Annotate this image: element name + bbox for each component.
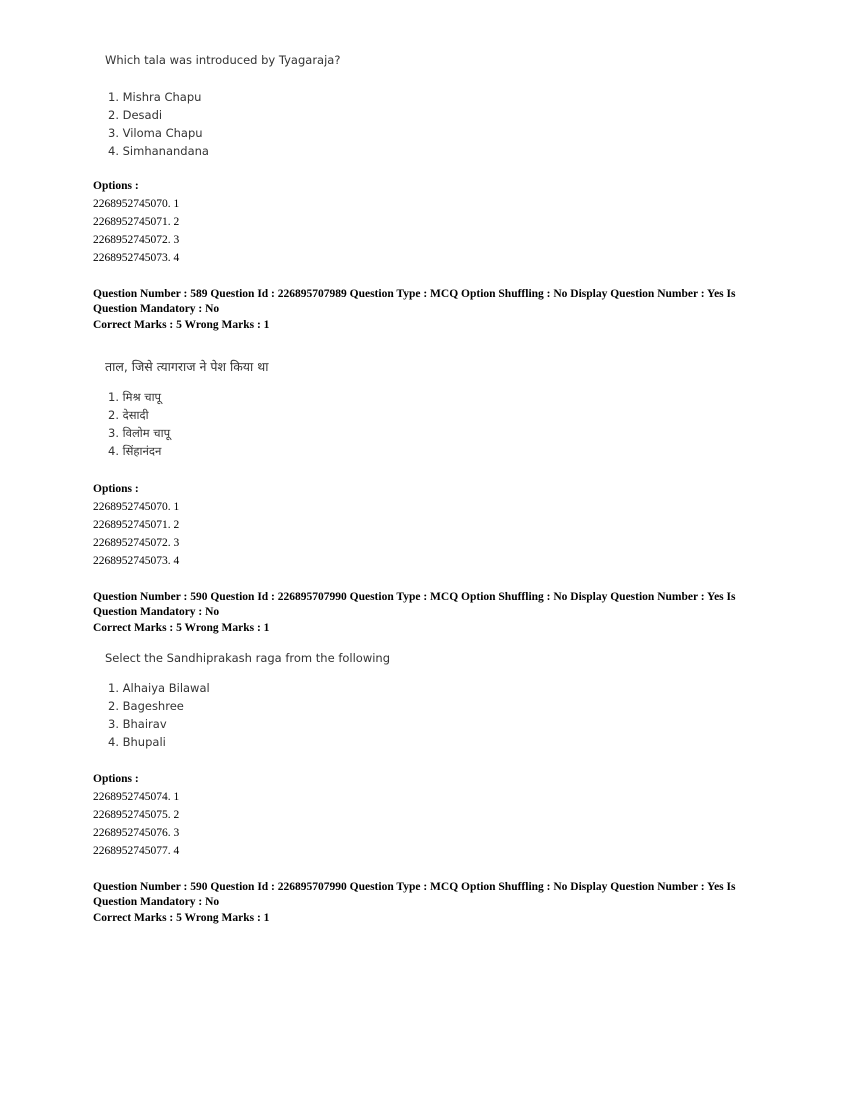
question-text: Which tala was introduced by Tyagaraja?	[105, 53, 341, 67]
options-block	[93, 480, 179, 570]
question-text: Select the Sandhiprakash raga from the following	[105, 651, 391, 665]
choice-item: 4. Bhupali	[108, 735, 166, 749]
choice-item: 3. Viloma Chapu	[108, 126, 203, 140]
option-id: 2268952745071. 2	[93, 519, 180, 531]
choice-list	[108, 679, 210, 751]
options-block	[93, 770, 179, 860]
choice-item: 2. Desadi	[108, 108, 163, 122]
option-id: 2268952745070. 1	[93, 501, 180, 513]
question-text: ताल, जिसे त्यागराज ने पेश किया था	[105, 359, 269, 374]
options-label: Options :	[93, 773, 139, 785]
choice-item: 4. सिंहानंदन	[108, 444, 162, 458]
question-meta-text: Question Number : 589 Question Id : 226895707989 Question Type : MCQ Option Shuffling : No Display Question Number : Yes Is Question Mandatory : No	[93, 288, 736, 315]
question-meta	[93, 880, 763, 926]
question-meta-text: Question Number : 590 Question Id : 226895707990 Question Type : MCQ Option Shuffling : No Display Question Number : Yes Is Question Mandatory : No	[93, 591, 736, 618]
options-label: Options :	[93, 483, 139, 495]
options-block	[93, 177, 179, 267]
option-id: 2268952745076. 3	[93, 827, 180, 839]
option-id: 2268952745070. 1	[93, 198, 180, 210]
option-id: 2268952745075. 2	[93, 809, 180, 821]
choice-item: 4. Simhanandana	[108, 144, 209, 158]
option-id: 2268952745072. 3	[93, 537, 180, 549]
choice-item: 1. Alhaiya Bilawal	[108, 681, 210, 695]
choice-item: 2. Bageshree	[108, 699, 184, 713]
marks-text: Correct Marks : 5 Wrong Marks : 1	[93, 622, 270, 634]
choice-list	[108, 88, 209, 160]
choice-list	[108, 388, 170, 460]
question-meta	[93, 287, 763, 333]
marks-text: Correct Marks : 5 Wrong Marks : 1	[93, 319, 270, 331]
choice-item: 3. विलोम चापू	[108, 426, 171, 440]
choice-item: 1. मिश्र चापू	[108, 390, 162, 404]
marks-text: Correct Marks : 5 Wrong Marks : 1	[93, 912, 270, 924]
option-id: 2268952745077. 4	[93, 845, 180, 857]
choice-item: 1. Mishra Chapu	[108, 90, 202, 104]
option-id: 2268952745074. 1	[93, 791, 180, 803]
choice-item: 2. देसादी	[108, 408, 149, 422]
option-id: 2268952745073. 4	[93, 252, 180, 264]
choice-item: 3. Bhairav	[108, 717, 167, 731]
option-id: 2268952745071. 2	[93, 216, 180, 228]
question-meta-text: Question Number : 590 Question Id : 226895707990 Question Type : MCQ Option Shuffling : No Display Question Number : Yes Is Question Mandatory : No	[93, 881, 736, 908]
option-id: 2268952745073. 4	[93, 555, 180, 567]
option-id: 2268952745072. 3	[93, 234, 180, 246]
options-label: Options :	[93, 180, 139, 192]
question-meta	[93, 590, 763, 636]
